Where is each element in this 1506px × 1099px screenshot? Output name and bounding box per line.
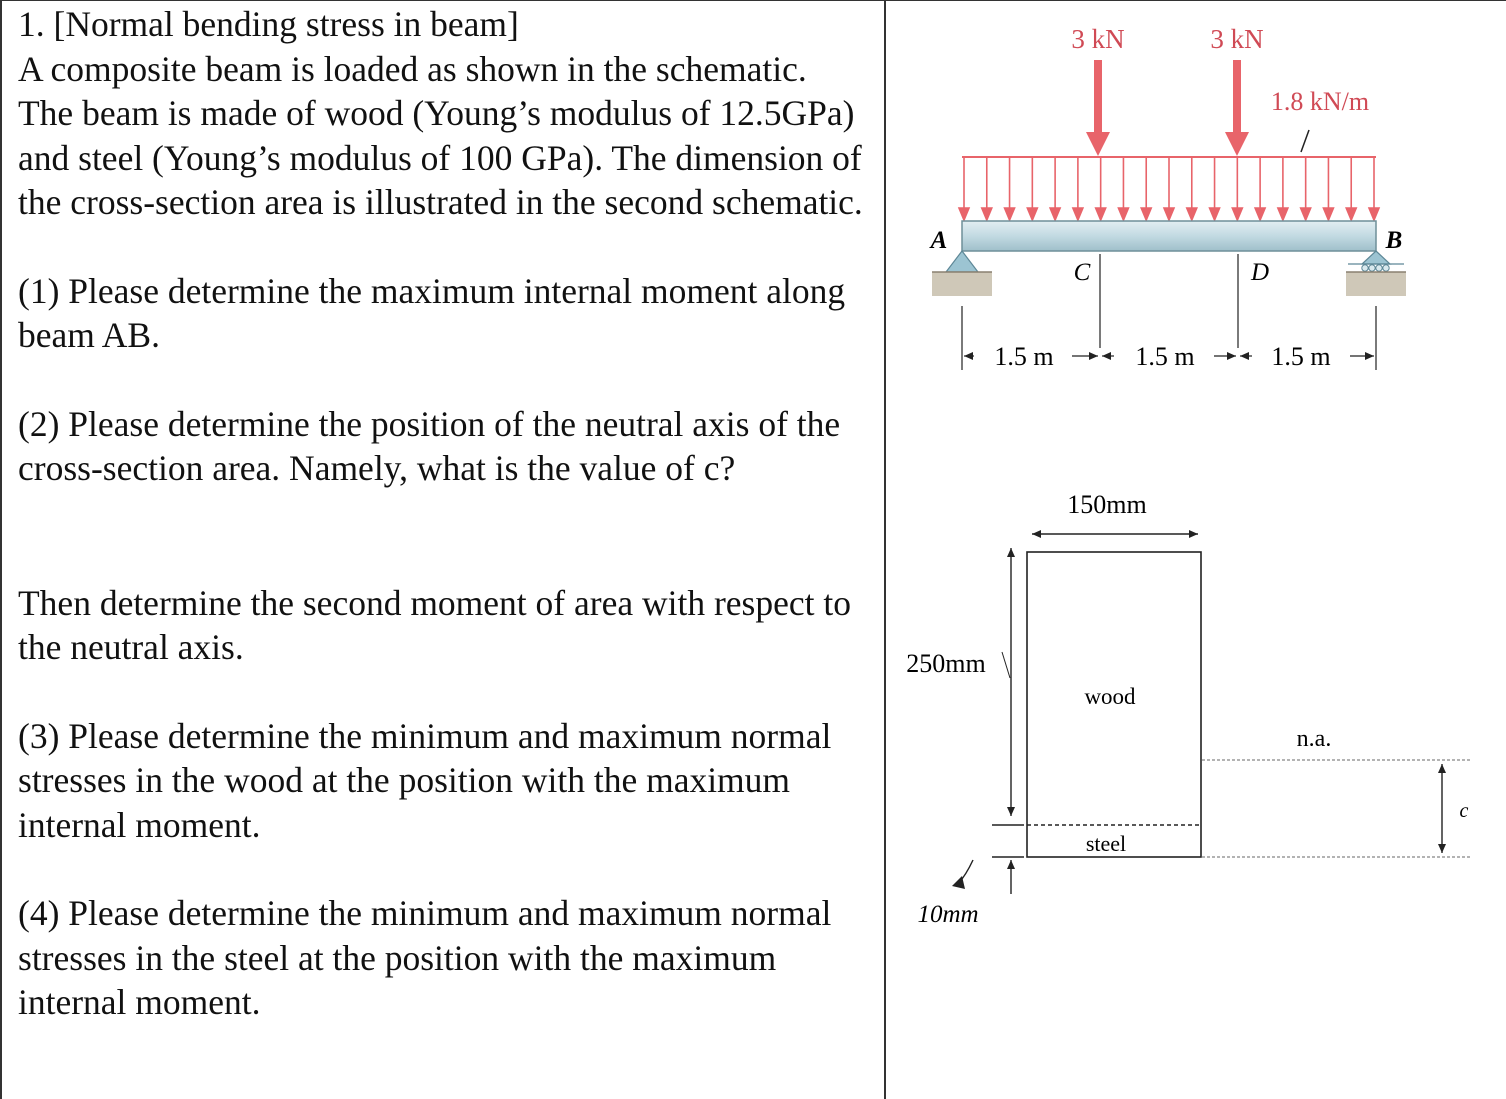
distributed-load [959,157,1379,220]
section-figure [906,490,1472,928]
distributed-load-arrowhead [1050,208,1060,220]
neutral-axis-label: n.a. [1296,726,1332,752]
question-2b: Then determine the second moment of area with respect to the neutral axis. [18,582,851,667]
distributed-load-arrowhead [1346,208,1356,220]
distributed-load-arrowhead [982,208,992,220]
span-dimension-2 [1102,342,1236,371]
section-height-label: 250mm [906,649,986,678]
distributed-load-arrowhead [1323,208,1333,220]
distributed-load-arrowhead [1210,208,1220,220]
distributed-load-arrowhead [1301,208,1311,220]
label-b: B [1385,227,1403,254]
section-width-label: 150mm [1067,490,1147,519]
point-load-arrow-1 [1086,60,1110,156]
distributed-load-arrowhead [1141,208,1151,220]
label-a: A [930,227,948,254]
problem-heading: 1. [Normal bending stress in beam] [18,4,519,44]
distributed-load-leader [1301,130,1309,152]
distributed-load-arrowhead [959,208,969,220]
span-dimension-3 [1240,342,1374,371]
distributed-load-arrowhead [1369,208,1379,220]
distributed-load-arrowhead [1096,208,1106,220]
distributed-load-arrowhead [1278,208,1288,220]
problem-intro: A composite beam is loaded as shown in the schematic. The beam is made of wood (Young’s modulus of 12.5GPa) and steel (Young’s modulus of 100 GPa). The dimension of the cross-section area is illustrated in the second schematic. [18,48,863,222]
span-3-label: 1.5 m [1271,342,1331,371]
span-dimension-1 [964,342,1098,371]
distributed-load-arrowhead [1187,208,1197,220]
steel-thickness-label: 10mm [917,901,979,928]
question-2: (2) Please determine the position of the neutral axis of the cross-section area. Namely, what is the value of c? [18,403,841,488]
distributed-load-arrowhead [1232,208,1242,220]
beam-ab [962,221,1376,251]
point-load-arrow-2 [1225,60,1249,156]
beam-figure [929,24,1406,371]
load-1-label: 3 kN [1071,24,1125,54]
wood-label: wood [1084,684,1136,709]
span-1-label: 1.5 m [994,342,1054,371]
figures [886,0,1506,1099]
c-label: c [1459,800,1469,822]
distributed-load-arrowhead [1027,208,1037,220]
distributed-load-label: 1.8 kN/m [1270,87,1370,116]
problem-text [18,2,868,1025]
question-4: (4) Please determine the minimum and maximum normal stresses in the steel at the position with the maximum internal moment. [18,893,832,1022]
distributed-load-arrowhead [1164,208,1174,220]
load-2-label: 3 kN [1210,24,1264,54]
pin-support-a [932,251,992,296]
distributed-load-arrowhead [1005,208,1015,220]
span-2-label: 1.5 m [1135,342,1195,371]
distributed-load-arrowhead [1073,208,1083,220]
question-3: (3) Please determine the minimum and maximum normal stresses in the wood at the position with the maximum internal moment. [18,715,832,845]
label-d: D [1250,259,1270,286]
distributed-load-arrowhead [1118,208,1128,220]
steel-label: steel [1085,831,1127,856]
label-c: C [1073,259,1091,286]
roller-support-b [1346,251,1406,296]
distributed-load-arrowhead [1255,208,1265,220]
question-1: (1) Please determine the maximum internal moment along beam AB. [18,270,846,355]
height-label-leader [1002,652,1010,678]
